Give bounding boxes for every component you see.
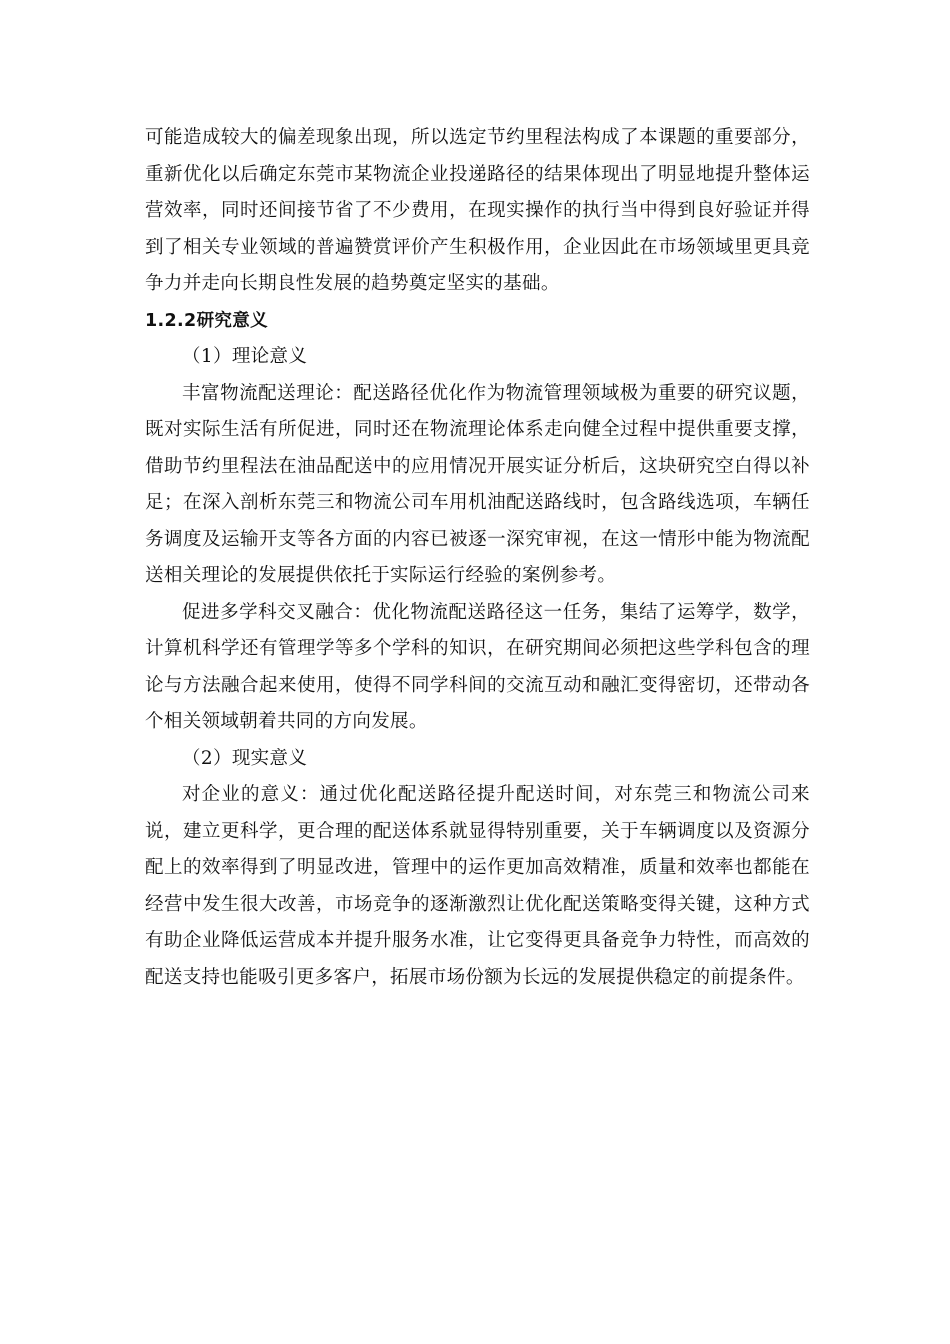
paragraph-continuation: 可能造成较大的偏差现象出现，所以选定节约里程法构成了本课题的重要部分，重新优化以后确定东莞市某物流企业投递路径的结果体现出了明显地提升整体运营效率，同时还间接节省了不少费用，在现实操作的执行当中得到良好验证并得到了相关专业领域的普遍赞赏评价产生积极作用，企业因此在市场领域里更具竞争力并走向长期良性发展的趋势奠定坚实的基础。 bbox=[145, 127, 810, 294]
paragraph-enterprise-significance: 对企业的意义：通过优化配送路径提升配送时间，对东莞三和物流公司来说，建立更科学，更合理的配送体系就显得特别重要，关于车辆调度以及资源分配上的效率得到了明显改进，管理中的运作更加高效精准，质量和效率也都能在经营中发生很大改善，市场竞争的逐渐激烈让优化配送策略变得关键，这种方式有助企业降低运营成本并提升服务水准，让它变得更具备竞争力特性，而高效的配送支持也能吸引更多客户，拓展市场份额为长远的发展提供稳定的前提条件。 bbox=[145, 784, 810, 988]
section-heading-research-significance: 1.2.2研究意义 bbox=[145, 310, 268, 331]
body-text bbox=[145, 120, 810, 996]
subheading-practical-significance: （2）现实意义 bbox=[182, 747, 308, 769]
paragraph-interdisciplinary: 促进多学科交叉融合：优化物流配送路径这一任务，集结了运筹学，数学，计算机科学还有管理学等多个学科的知识，在研究期间必须把这些学科包含的理论与方法融合起来使用，使得不同学科间的交流互动和融汇变得密切，还带动各个相关领域朝着共同的方向发展。 bbox=[145, 601, 810, 732]
paragraph-enrich-logistics-theory: 丰富物流配送理论：配送路径优化作为物流管理领域极为重要的研究议题，既对实际生活有所促进，同时还在物流理论体系走向健全过程中提供重要支撑，借助节约里程法在油品配送中的应用情况开展实证分析后，这块研究空白得以补足；在深入剖析东莞三和物流公司车用机油配送路线时，包含路线选项，车辆任务调度及运输开支等各方面的内容已被逐一深究审视，在这一情形中能为物流配送相关理论的发展提供依托于实际运行经验的案例参考。 bbox=[145, 382, 810, 586]
subheading-theoretical-significance: （1）理论意义 bbox=[182, 346, 308, 367]
